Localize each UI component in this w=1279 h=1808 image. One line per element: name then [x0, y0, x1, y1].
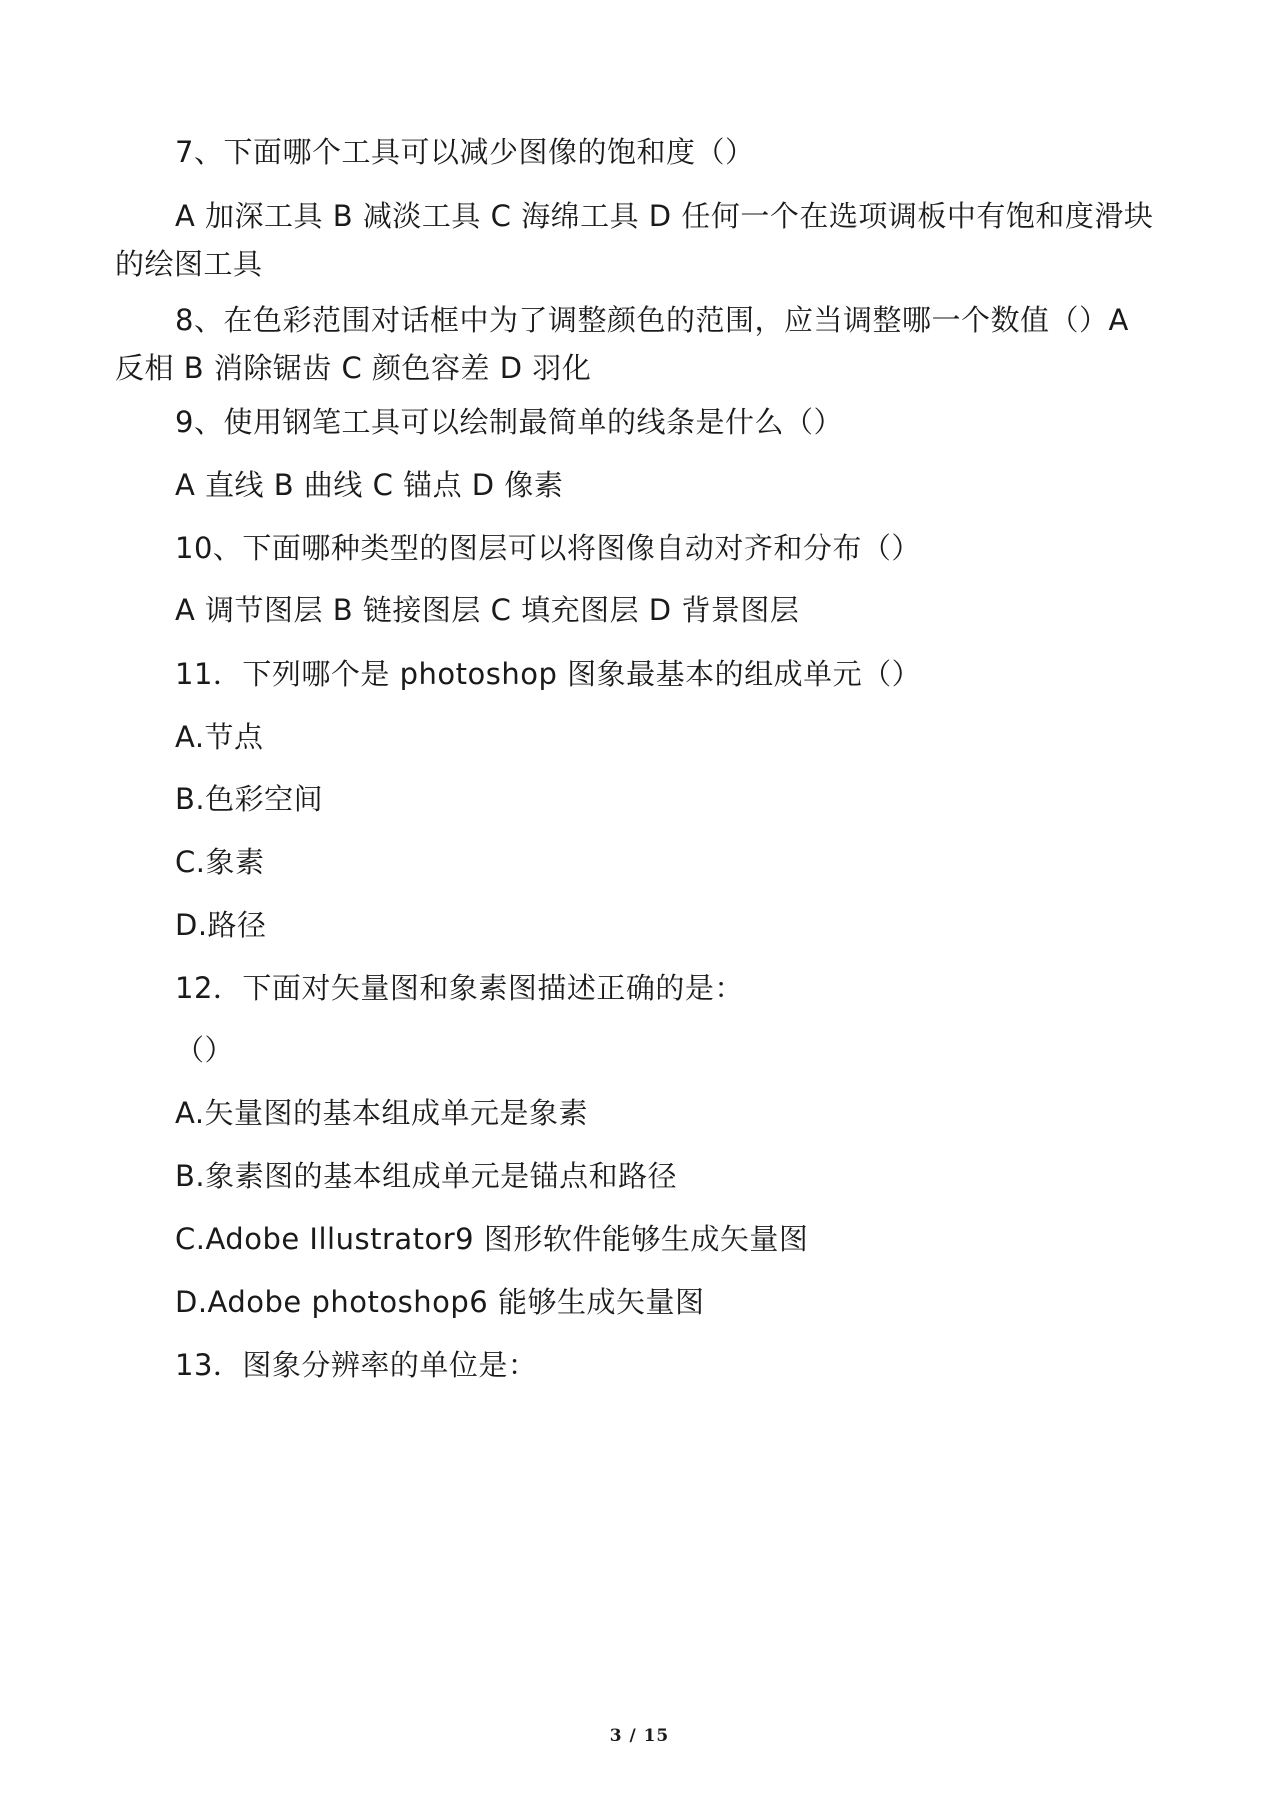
question-11-option-c: C.象素	[175, 845, 265, 879]
question-12-option-d: D.Adobe photoshop6 能够生成矢量图	[175, 1285, 705, 1319]
question-12-option-b: B.象素图的基本组成单元是锚点和路径	[175, 1159, 678, 1193]
question-12-option-a: A.矢量图的基本组成单元是象素	[175, 1096, 589, 1130]
question-8: 8、在色彩范围对话框中为了调整颜色的范围，应当调整哪一个数值（）A 反相 B 消除锯齿 C 颜色容差 D 羽化	[115, 303, 1129, 385]
question-7-options: A 加深工具 B 减淡工具 C 海绵工具 D 任何一个在选项调板中有饱和度滑块的绘图工具	[115, 199, 1154, 281]
question-10-options: A 调节图层 B 链接图层 C 填充图层 D 背景图层	[175, 593, 800, 627]
question-10: 10、下面哪种类型的图层可以将图像自动对齐和分布（）	[175, 531, 921, 565]
page-number: 3 / 15	[609, 1726, 670, 1746]
question-9-options: A 直线 B 曲线 C 锚点 D 像素	[175, 468, 564, 502]
question-12-paren: （）	[175, 1033, 235, 1067]
question-11-option-d: D.路径	[175, 908, 267, 942]
question-11: 11．下列哪个是 photoshop 图象最基本的组成单元（）	[175, 657, 922, 691]
question-11-option-a: A.节点	[175, 720, 264, 754]
question-11-option-b: B.色彩空间	[175, 782, 324, 816]
question-9: 9、使用钢笔工具可以绘制最简单的线条是什么（）	[175, 405, 843, 439]
question-12: 12．下面对矢量图和象素图描述正确的是：	[175, 971, 744, 1005]
question-7: 7、下面哪个工具可以减少图像的饱和度（）	[175, 135, 755, 169]
question-13: 13．图象分辨率的单位是：	[175, 1348, 538, 1382]
question-12-option-c: C.Adobe Illustrator9 图形软件能够生成矢量图	[175, 1222, 809, 1256]
